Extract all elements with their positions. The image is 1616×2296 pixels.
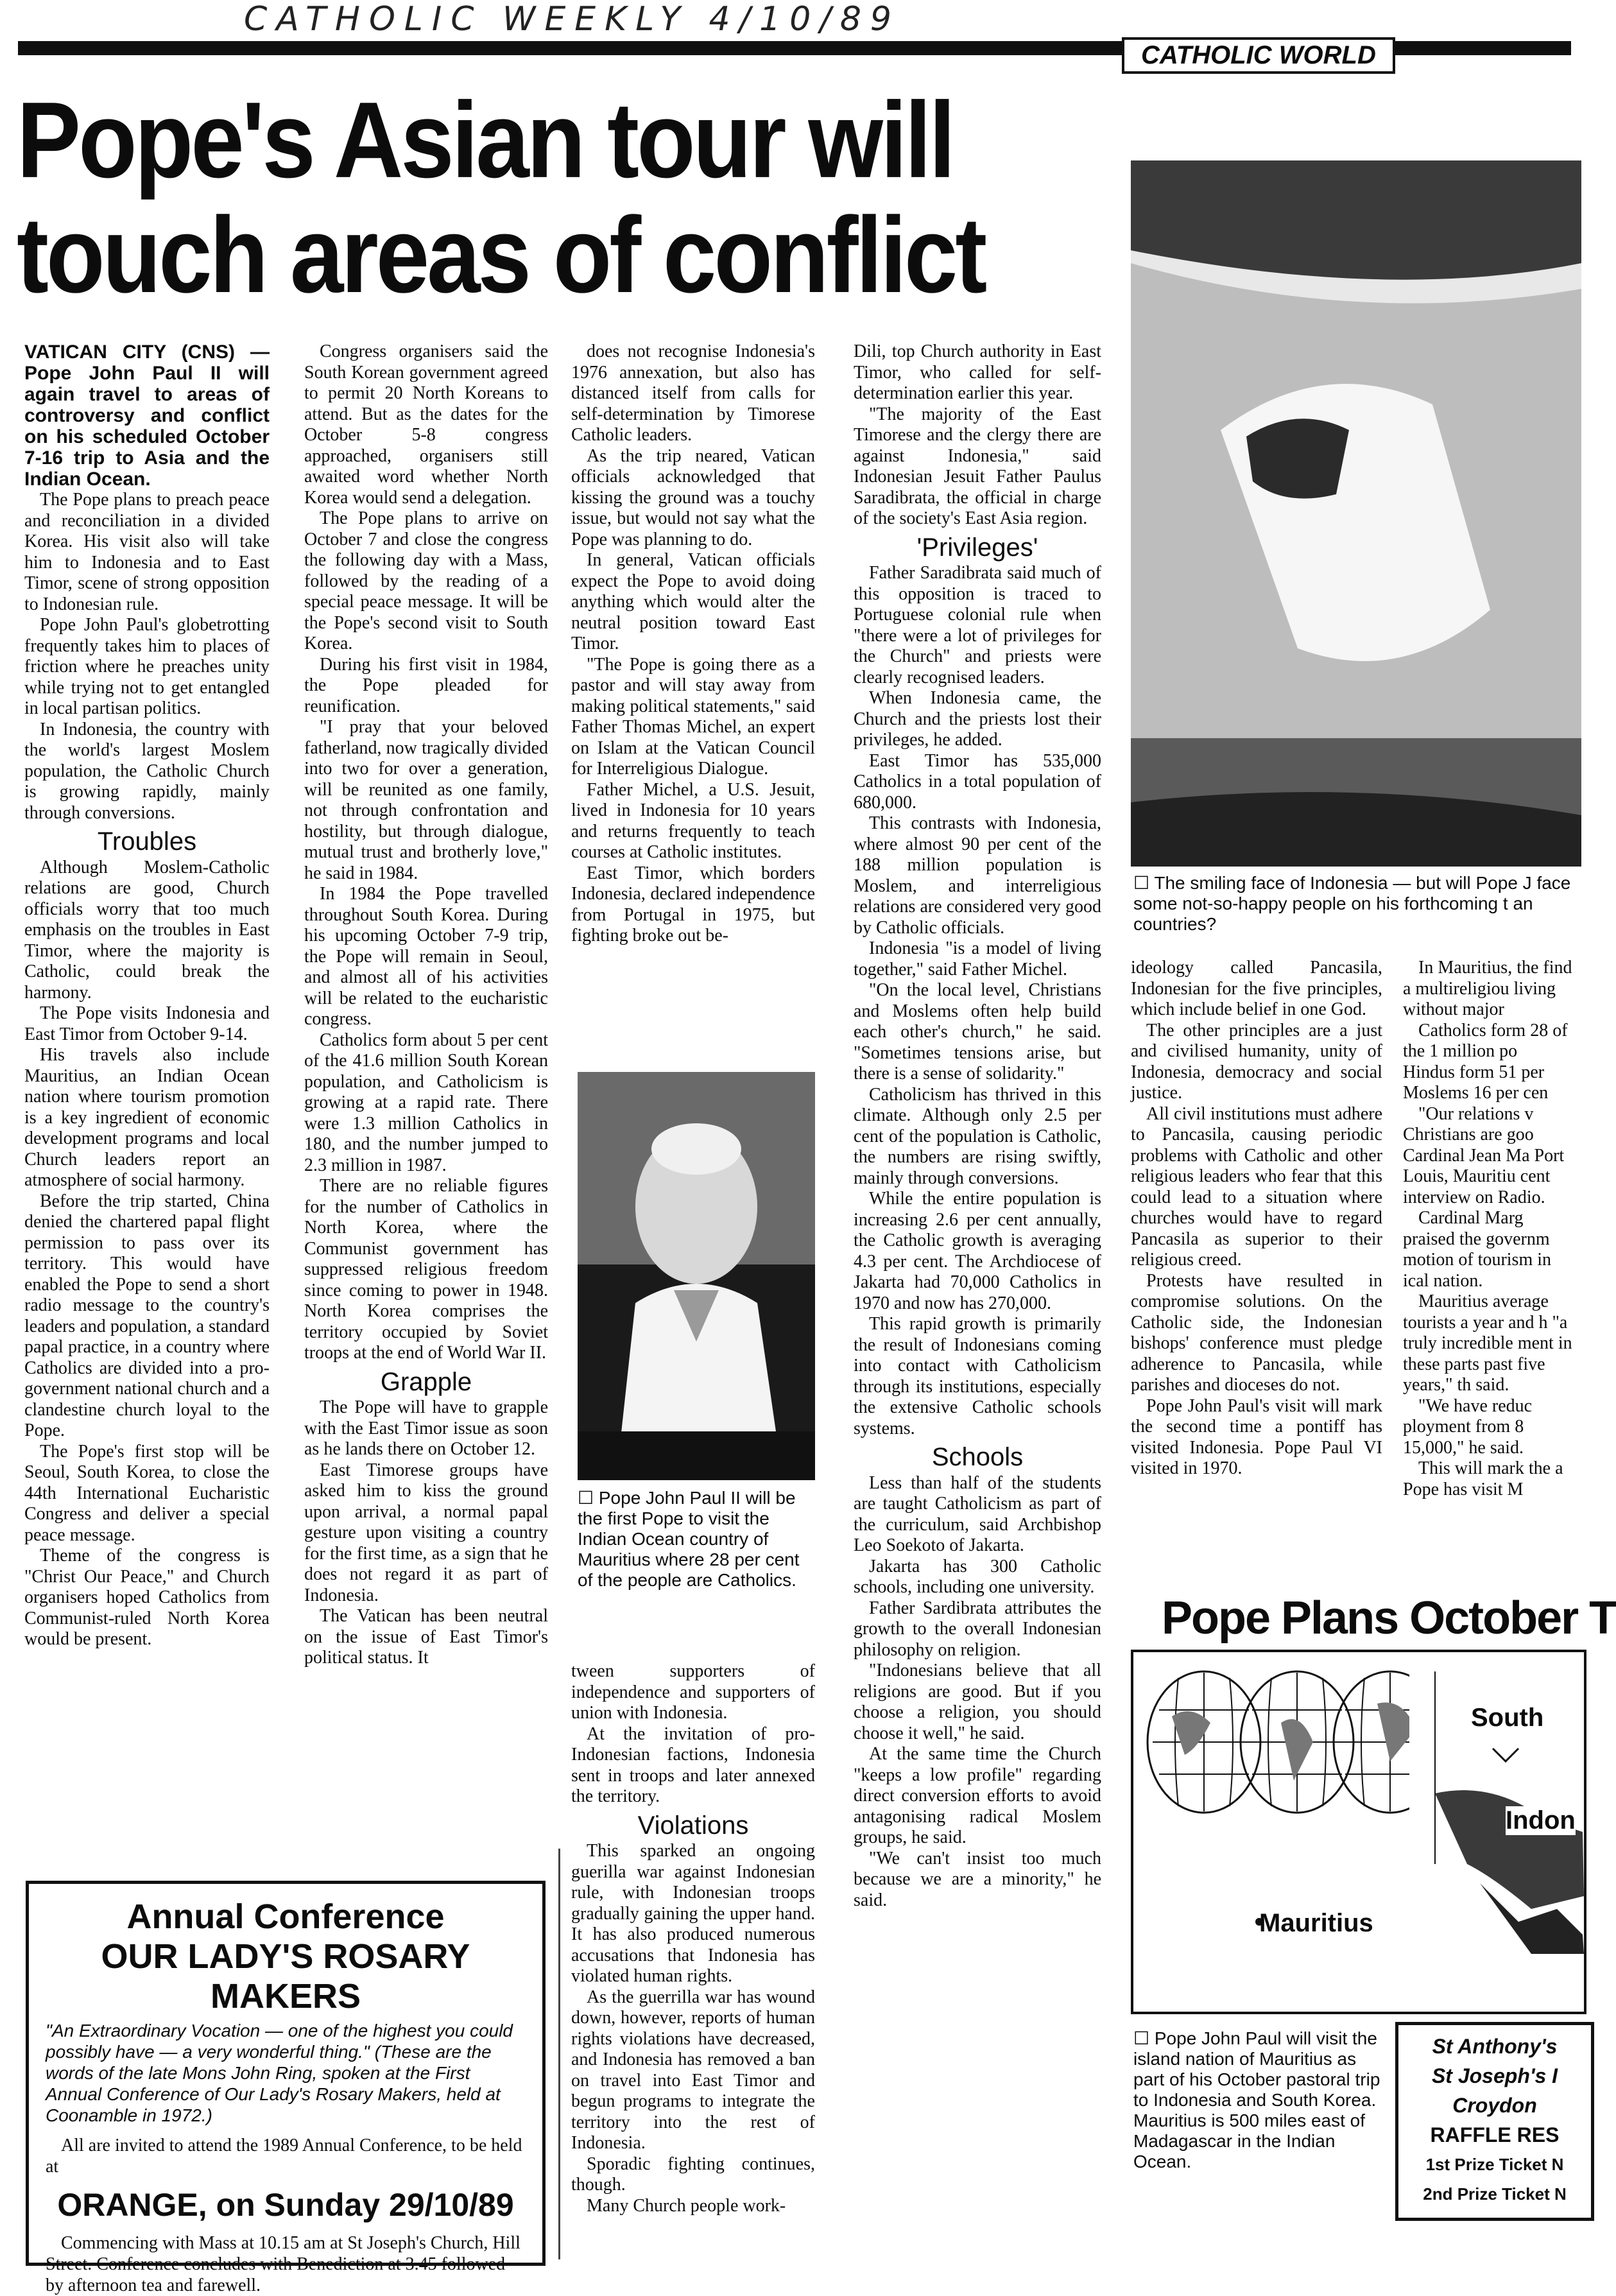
paragraph: East Timor has 535,000 Catholics in a total population of 680,000.	[854, 750, 1101, 813]
paragraph: While the entire population is increasing 2.6 per cent annually, the Catholic growth is averaging 4.3 per cent. The Archdiocese of Jakarta had 70,000 Catholics in 1970 and now has 270,000.	[854, 1189, 1101, 1313]
raffle-line-6: 2nd Prize Ticket N	[1423, 2184, 1567, 2204]
paragraph: "Our relations v Christians are goo Cardinal Jean Ma Port Louis, Mauritiu cent interview on Radio.	[1403, 1103, 1565, 1207]
paragraph: As the trip neared, Vatican officials acknowledged that kissing the ground was a touchy issue, but would not say what the Pope was planning to do.	[571, 445, 815, 549]
paragraph: In Mauritius, the find a multireligiou living without major	[1403, 958, 1572, 1019]
paragraph: "We can't insist too much because we are a minority," he said.	[854, 1848, 1101, 1910]
paragraph: In Indonesia, the country with the world's largest Moslem population, the Catholic Church is growing rapidly, mainly through conversions.	[24, 719, 270, 823]
ad-title-1: Annual Conference	[126, 1897, 445, 1936]
paragraph: At the invitation of pro-Indonesian factions, Indonesia sent in troops and later annexed the territory.	[571, 1723, 815, 1806]
paragraph: "On the local level, Christians and Moslems often help build each other's church," he said. "Sometimes tensions arise, but there is a sense of solidarity."	[854, 980, 1101, 1083]
world-map	[1131, 1650, 1586, 2014]
paragraph: This will mark the a Pope has visit M	[1403, 1458, 1563, 1499]
map-label-south-korea: South	[1471, 1704, 1544, 1732]
paragraph: does not recognise Indonesia's 1976 annexation, but also has distanced itself from calls for self-determination by Timorese Catholic leaders.	[571, 341, 815, 445]
paragraph: There are no reliable figures for the number of Catholics in North Korea, where the Communist government has suppressed religious freedom since coming to power in 1948. North Korea comprises the territory occupied by Soviet troops at the end of World War II.	[304, 1176, 548, 1363]
article-lead: VATICAN CITY (CNS) — Pope John Paul II will again travel to areas of controversy and conflict on his scheduled October 7-16 trip to Asia and the Indian Ocean.	[24, 341, 270, 490]
paragraph: Although Moslem-Catholic relations are good, Church officials worry that too much emphasis on the troubles in East Timor, where the majority is Catholic, could break the harmony.	[24, 857, 270, 1003]
paragraph: Before the trip started, China denied the chartered papal flight permission to pass over its territory. This would have enabled the Pope to send a short radio message to the country's leaders and population, a standard papal practice, in a country where Catholics are divided into a pro-government national church and a clandestine church loyal to the Pope.	[24, 1191, 270, 1440]
paragraph: Congress organisers said the South Korean government agreed to permit 20 North Koreans to attend. But as the dates for the October 5-8 congress approached, organisers still awaited word whether North Korea would send a delegation.	[304, 341, 548, 508]
paragraph: When Indonesia came, the Church and the priests lost their privileges, he added.	[854, 688, 1101, 750]
paragraph: The Pope plans to preach peace and reconciliation in a divided Korea. His visit also will take him to Indonesia and to East Timor, scene of strong opposition to Indonesian rule.	[24, 490, 270, 614]
paragraph: Less than half of the students are taught Catholicism as part of the curriculum, said Archbishop Leo Soekoto of Jakarta.	[854, 1472, 1101, 1555]
paragraph: During his first visit in 1984, the Pope pleaded for reunification.	[304, 654, 548, 716]
paragraph: Catholics form 28 of the 1 million po Hindus form 51 per Moslems 16 per cen	[1403, 1020, 1568, 1103]
pope-photo	[578, 1072, 815, 1480]
handwritten-note: CATHOLIC WEEKLY 4/10/89	[244, 0, 901, 39]
paragraph: The Vatican has been neutral on the issue of East Timor's political status. It	[304, 1606, 548, 1668]
headline-line-2: touch areas of conflict	[17, 194, 985, 315]
article-column-3-top	[571, 341, 815, 1067]
paragraph: "Indonesians believe that all religions are good. But if you choose a religion, you should choose it well," he said.	[854, 1661, 1101, 1743]
article-column-5	[1131, 958, 1382, 1580]
paragraph: "We have reduc ployment from 8 15,000," he said.	[1403, 1395, 1533, 1458]
paragraph: The other principles are a just and civilised humanity, unity of Indonesia, democracy and social justice.	[1131, 1020, 1382, 1103]
paragraph: Pope John Paul's visit will mark the second time a pontiff has visited Indonesia. Pope Paul VI visited in 1970.	[1131, 1395, 1382, 1478]
article-column-3-bottom	[571, 1661, 815, 2252]
paragraph: Catholics form about 5 per cent of the 41.6 million South Korean population, and Catholicism is growing at a rapid rate. There were 1.3 million Catholics in 180, and the number jumped to 2.3 million in 1987.	[304, 1030, 548, 1175]
article-column-1	[24, 341, 270, 1853]
paragraph: This contrasts with Indonesia, where almost 90 per cent of the 188 million population is Moslem, and interreligious relations are considered very good by Catholic officials.	[854, 813, 1101, 938]
article-column-4	[854, 341, 1101, 2261]
pope-photo-caption: ☐ Pope John Paul II will be the first Pope to visit the Indian Ocean country of Mauritius where 28 per cent of the people are Catholics.	[578, 1488, 800, 1590]
raffle-line-2: St Joseph's I	[1431, 2064, 1558, 2087]
map-heading: Pope Plans October T	[1162, 1593, 1616, 1644]
indonesia-photo	[1131, 160, 1581, 867]
ad-quote: "An Extraordinary Vocation — one of the highest you could possibly have — a very wonderful thing." (These are the words of the late Mons John Ring, spoken at the First Annual Conference of Our Lady's Rosary Makers, held at Coonamble in 1972.)	[46, 2021, 513, 2125]
paragraph: In 1984 the Pope travelled throughout South Korea. During his upcoming October 7-9 trip, the Pope will remain in Seoul, and almost all of his activities will be related to the eucharistic congress.	[304, 884, 548, 1029]
paragraph: Protests have resulted in compromise solutions. On the Catholic side, the Indonesian bishops' conference must pledge adherence to Pancasila, while parishes and dioceses do not.	[1131, 1270, 1382, 1395]
map-label-mauritius: Mauritius	[1259, 1909, 1373, 1937]
raffle-line-3: Croydon	[1452, 2094, 1537, 2117]
pope-portrait-image	[578, 1072, 815, 1480]
paragraph: At the same time the Church "keeps a low profile" regarding direct conversion efforts to avoid antagonising radical Moslem groups, he said.	[854, 1744, 1101, 1847]
ad-details: Commencing with Mass at 10.15 am at St Joseph's Church, Hill Street. Conference concludes with Benediction at 3.45 followed by afternoon tea and farewell.	[46, 2233, 520, 2295]
paragraph: In general, Vatican officials expect the Pope to avoid doing anything which would alter the neutral position toward East Timor.	[571, 550, 815, 653]
paragraph: This sparked an ongoing guerilla war against Indonesian rule, with Indonesian troops gradually gaining the upper hand. It has also produced numerous accusations that Indonesia has violated human rights.	[571, 1841, 815, 1986]
subheading-schools: Schools	[931, 1443, 1024, 1471]
raffle-box	[1395, 2022, 1594, 2221]
raffle-line-4: RAFFLE RES	[1430, 2123, 1560, 2146]
column-divider	[558, 1849, 560, 2259]
paragraph: Cardinal Marg praised the governm motion of tourism in ical nation.	[1403, 1208, 1551, 1291]
ad-invite: All are invited to attend the 1989 Annual Conference, to be held at	[46, 2136, 522, 2177]
raffle-line-5: 1st Prize Ticket N	[1425, 2155, 1564, 2174]
paragraph: Father Sardibrata attributes the growth to the overall Indonesian philosophy on religion.	[854, 1598, 1101, 1660]
paragraph: Pope John Paul's globetrotting frequently takes him to places of friction where he preaches unity while trying not to get entangled in local partisan politics.	[24, 615, 270, 718]
map-label-indonesia: Indon	[1506, 1806, 1576, 1834]
paragraph: Jakarta has 300 Catholic schools, including one university.	[854, 1556, 1101, 1597]
paragraph: tween supporters of independence and supporters of union with Indonesia.	[571, 1661, 815, 1723]
section-tag: CATHOLIC WORLD	[1122, 37, 1395, 74]
paragraph: "The majority of the East Timorese and the clergy there are against Indonesia," said Indonesian Jesuit Father Paulus Saradibrata, the official in charge of the society's East Asia region.	[854, 404, 1101, 528]
paragraph: Dili, top Church authority in East Timor, who called for self-determination earlier this year.	[854, 341, 1101, 403]
paragraph: "I pray that your beloved fatherland, now tragically divided into two for over a generation, will be reunited as one family, not through confrontation and hostility, but through dialogue, mutual trust and brotherly love," he said in 1984.	[304, 717, 548, 883]
paragraph: All civil institutions must adhere to Pancasila, causing periodic problems with Catholic and other religious leaders who fear that this could lead to a situation where churches would have to regard Pancasila as superior to their religious creed.	[1131, 1103, 1382, 1270]
paragraph: Father Saradibrata said much of this opposition is traced to Portuguese colonial rule when "there were a lot of privileges for the Church" and priests were clearly recognised leaders.	[854, 563, 1101, 687]
paragraph: Many Church people work-	[587, 2195, 786, 2216]
paragraph: "The Pope is going there as a pastor and will stay away from making political statements," said Father Thomas Michel, an expert on Islam at the Vatican Council for Interreligious Dialogue.	[571, 654, 815, 779]
map-caption: ☐ Pope John Paul will visit the island nation of Mauritius as part of his October pastoral trip to Indonesia and South Korea. Mauritius is 500 miles east of Madagascar in the Indian Ocean.	[1133, 2028, 1380, 2171]
paragraph: Father Michel, a U.S. Jesuit, lived in Indonesia for 10 years and returns frequently to teach courses at Catholic institutes.	[571, 779, 815, 862]
subheading-troubles: Troubles	[97, 827, 197, 856]
paragraph: East Timor, which borders Indonesia, declared independence from Portugal in 1975, but fighting broke out be-	[571, 863, 815, 945]
ad-title-2: OUR LADY'S ROSARY MAKERS	[101, 1937, 470, 2015]
paragraph: East Timorese groups have asked him to kiss the ground upon arrival, a normal papal gesture upon visiting a country for the first time, as a sign that he does not regard it as part of Indonesia.	[304, 1460, 548, 1605]
paragraph: Theme of the congress is "Christ Our Peace," and Church organisers hoped Catholics from Communist-ruled North Korea would be present.	[24, 1546, 270, 1649]
paragraph: The Pope visits Indonesia and East Timor from October 9-14.	[24, 1003, 270, 1044]
ad-venue: ORANGE, on Sunday 29/10/89	[57, 2187, 514, 2223]
paragraph: Indonesia "is a model of living together," said Father Michel.	[854, 938, 1101, 980]
paragraph: ideology called Pancasila, Indonesian for the five principles, which include belief in one God.	[1131, 958, 1382, 1019]
indonesia-photo-caption: ☐ The smiling face of Indonesia — but will Pope J face some not-so-happy people on his forthcoming t an countries?	[1133, 873, 1571, 934]
subheading-grapple: Grapple	[380, 1367, 472, 1396]
paragraph: The Pope will have to grapple with the East Timor issue as soon as he lands there on October 12.	[304, 1397, 548, 1459]
paragraph: Sporadic fighting continues, though.	[571, 2154, 815, 2195]
raffle-line-1: St Anthony's	[1432, 2035, 1558, 2058]
article-column-2	[304, 341, 548, 1853]
paragraph: As the guerrilla war has wound down, however, reports of human rights violations have decreased, and Indonesia has removed a ban on travel into East Timor and begun programs to integrate the territory into the rest of Indonesia.	[571, 1987, 815, 2153]
article-column-6	[1403, 958, 1572, 1580]
headline-line-1: Pope's Asian tour will	[17, 79, 954, 200]
subheading-privileges: 'Privileges'	[916, 533, 1038, 562]
rice-field-worker-image	[1131, 160, 1581, 867]
headline	[17, 79, 1018, 315]
subheading-violations: Violations	[637, 1811, 749, 1840]
paragraph: The Pope's first stop will be Seoul, South Korea, to close the 44th International Eucharistic Congress and deliver a special peace message.	[24, 1441, 270, 1545]
conference-ad	[26, 1881, 546, 2295]
paragraph: This rapid growth is primarily the result of Indonesians coming into contact with Catholicism through its institutions, especially the extensive Catholic schools systems.	[854, 1314, 1101, 1438]
paragraph: Catholicism has thrived in this climate. Although only 2.5 per cent of the population is Catholic, the numbers are rising swiftly, mainly through conversions.	[854, 1084, 1101, 1188]
paragraph: The Pope plans to arrive on October 7 and close the congress the following day with a Mass, followed by the reading of a special peace message. It will be the Pope's second visit to South Korea.	[304, 508, 548, 653]
paragraph: Mauritius average tourists a year and h "a truly incredible ment in these parts past five years," th said.	[1403, 1291, 1572, 1395]
paragraph: His travels also include Mauritius, an Indian Ocean nation where tourism promotion is a key ingredient of economic development programs and local Church leaders report an atmosphere of social harmony.	[24, 1045, 270, 1190]
